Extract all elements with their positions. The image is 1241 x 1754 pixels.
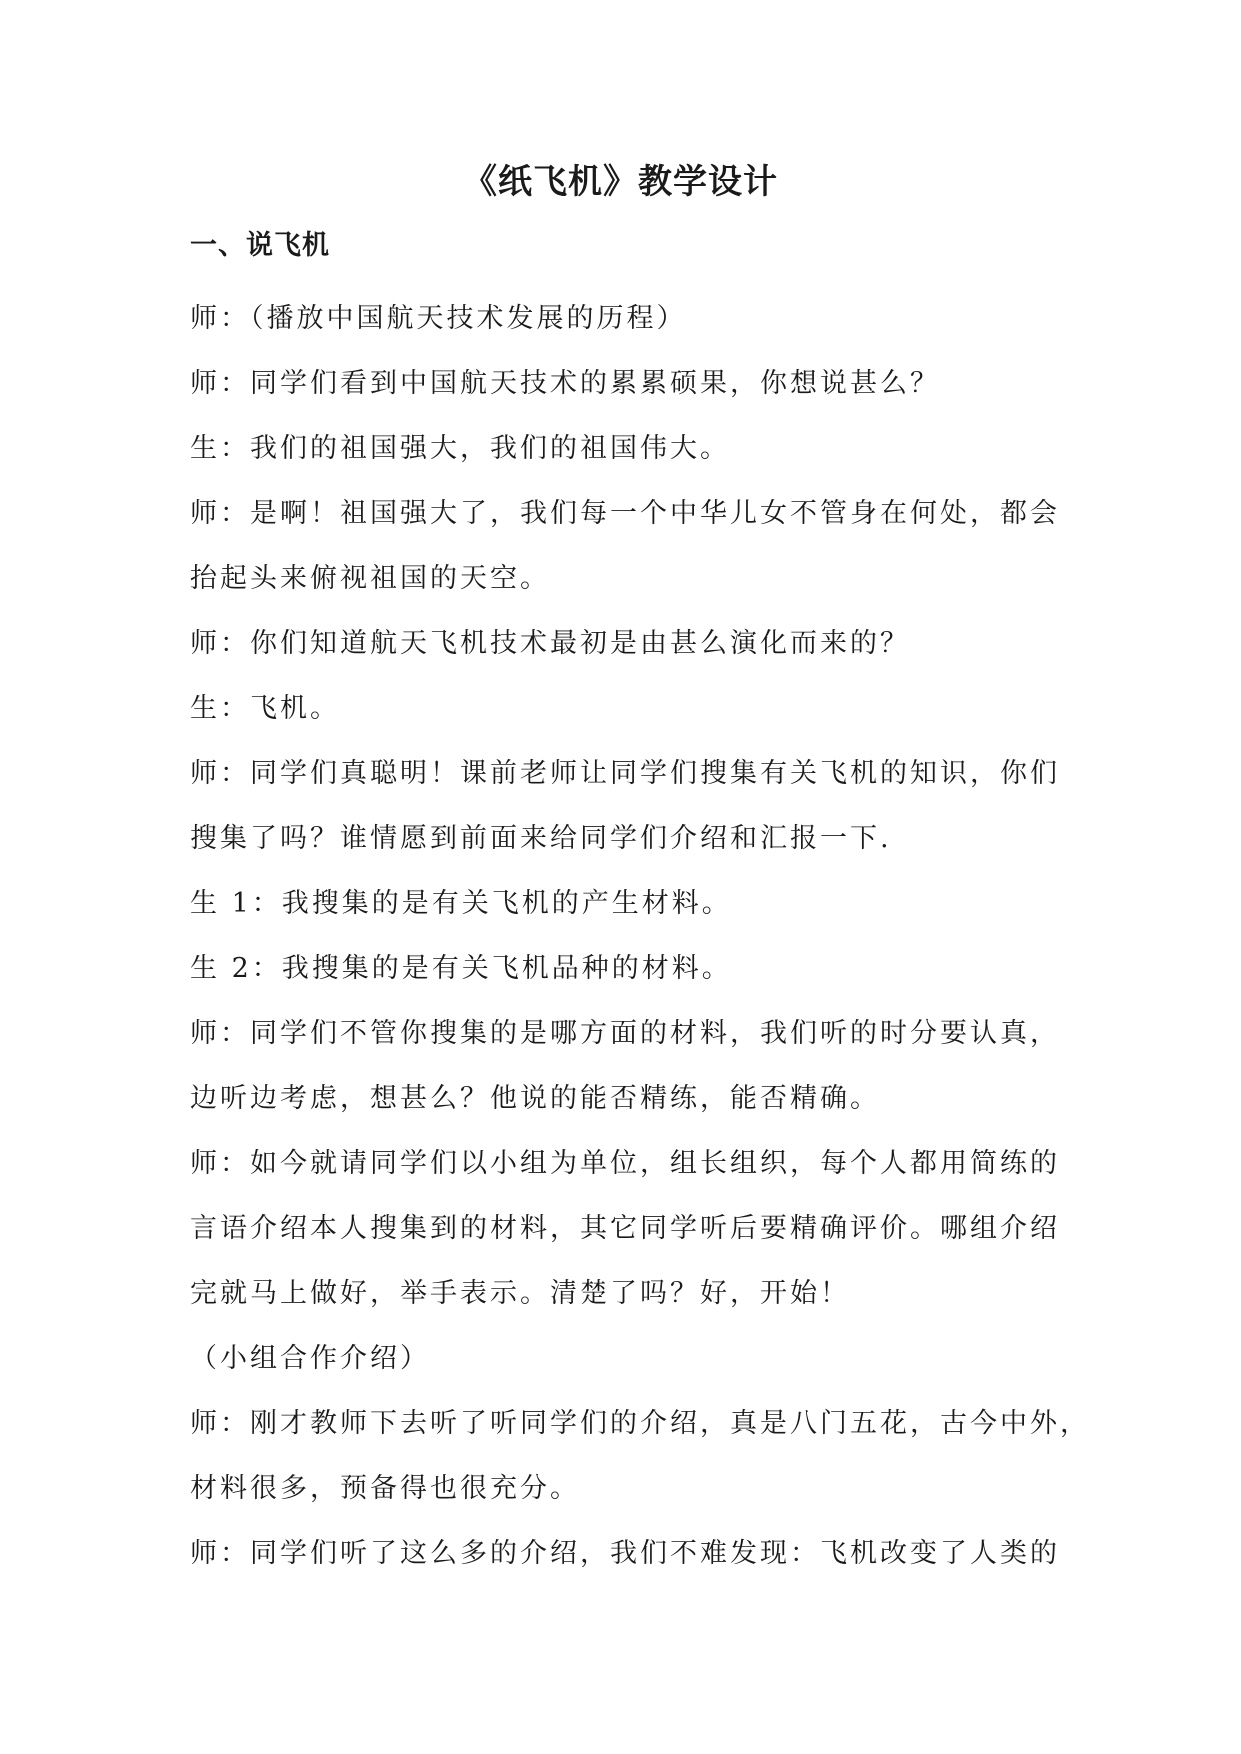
text-line: 完就马上做好，举手表示。清楚了吗？好，开始！ (190, 1278, 850, 1309)
text-line: 师：你们知道航天飞机技术最初是由甚么演化而来的？ (190, 628, 910, 659)
text-line: 生 1：我搜集的是有关飞机的产生材料。 (190, 888, 732, 919)
text-line: 生 2：我搜集的是有关飞机品种的材料。 (190, 953, 732, 984)
text-line: （小组合作介绍） (190, 1343, 430, 1374)
document-title: 《纸飞机》教学设计 (463, 162, 778, 202)
section-heading: 一、说飞机 (190, 230, 330, 261)
text-line: 师：是啊！祖国强大了，我们每一个中华儿女不管身在何处，都会 (190, 498, 1060, 529)
text-line: 搜集了吗？谁情愿到前面来给同学们介绍和汇报一下. (190, 823, 892, 854)
text-line: 抬起头来俯视祖国的天空。 (190, 563, 550, 594)
text-line: 师：同学们看到中国航天技术的累累硕果，你想说甚么？ (190, 368, 940, 399)
text-line: 师：如今就请同学们以小组为单位，组长组织，每个人都用简练的 (190, 1148, 1060, 1179)
text-line: 师：同学们真聪明！课前老师让同学们搜集有关飞机的知识，你们 (190, 758, 1060, 789)
text-line: 言语介绍本人搜集到的材料，其它同学听后要精确评价。哪组介绍 (190, 1213, 1060, 1244)
text-line: 生：我们的祖国强大，我们的祖国伟大。 (190, 433, 730, 464)
document-body (190, 286, 1090, 1586)
text-line: 师：（播放中国航天技术发展的历程） (190, 303, 687, 334)
text-line: 生：飞机。 (190, 693, 340, 724)
text-line: 师：同学们不管你搜集的是哪方面的材料，我们听的时分要认真， (190, 1018, 1060, 1049)
text-line: 边听边考虑，想甚么？他说的能否精练，能否精确。 (190, 1083, 880, 1114)
text-line: 师：刚才教师下去听了听同学们的介绍，真是八门五花，古今中外， (190, 1408, 1090, 1439)
text-line: 师：同学们听了这么多的介绍，我们不难发现：飞机改变了人类的 (190, 1538, 1060, 1569)
text-line: 材料很多，预备得也很充分。 (190, 1473, 580, 1504)
